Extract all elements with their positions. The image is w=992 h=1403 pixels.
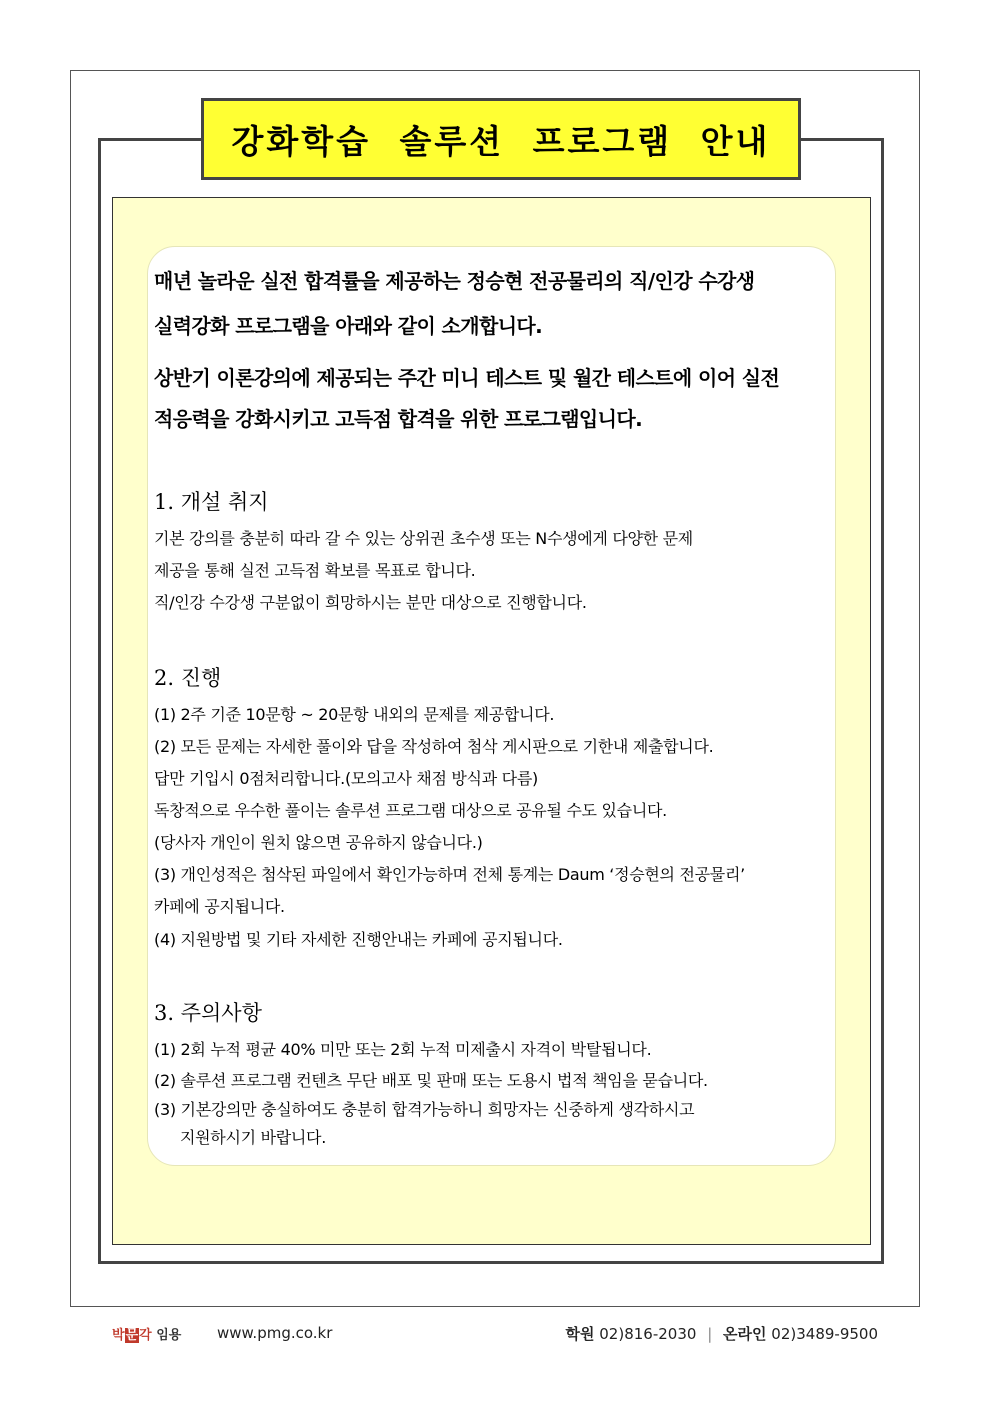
intro-line-2: 실력강화 프로그램을 아래와 같이 소개합니다.: [154, 314, 543, 338]
section2-line: 카페에 공지됩니다.: [154, 897, 285, 916]
logo-part: 각: [139, 1328, 152, 1343]
separator: |: [707, 1325, 713, 1343]
section3-line: (1) 2회 누적 평균 40% 미만 또는 2회 누적 미제출시 자격이 박탈됩니다.: [154, 1040, 652, 1059]
academy-label: 학원: [565, 1325, 595, 1343]
section1-line: 직/인강 수강생 구분없이 희망하시는 분만 대상으로 진행합니다.: [154, 593, 587, 612]
page-title: 강화학습 솔루션 프로그램 안내: [231, 121, 771, 161]
section3-line: (3) 기본강의만 충실하여도 충분히 합격가능하니 희망자는 신중하게 생각하시고: [154, 1100, 695, 1119]
section2-line: (3) 개인성적은 첨삭된 파일에서 확인가능하며 전체 통계는 Daum ‘정승현의 전공물리’: [154, 865, 745, 884]
section2-line: (1) 2주 기준 10문항 ~ 20문항 내외의 문제를 제공합니다.: [154, 705, 555, 724]
footer: [0, 1322, 992, 1350]
intro-line-4: 적응력을 강화시키고 고득점 합격을 위한 프로그램입니다.: [154, 407, 643, 431]
section2-line: (당사자 개인이 원치 않으면 공유하지 않습니다.): [154, 833, 483, 852]
academy-phone: 02)816-2030: [599, 1325, 697, 1343]
section3-line: (2) 솔루션 프로그램 컨텐츠 무단 배포 및 판매 또는 도용시 법적 책임을 묻습니다.: [154, 1071, 708, 1090]
online-label: 온라인: [723, 1325, 767, 1343]
intro-line-1: 매년 놀라운 실전 합격률을 제공하는 정승현 전공물리의 직/인강 수강생: [154, 269, 755, 293]
logo-part: 문: [125, 1328, 139, 1343]
section-heading-purpose: 1. 개설 취지: [154, 490, 269, 514]
section2-line: 답만 기입시 0점처리합니다.(모의고사 채점 방식과 다름): [154, 769, 538, 788]
logo-part: 임용: [156, 1328, 182, 1343]
section2-line: (4) 지원방법 및 기타 자세한 진행안내는 카페에 공지됩니다.: [154, 930, 563, 949]
logo-part: 박: [112, 1328, 125, 1343]
online-phone: 02)3489-9500: [771, 1325, 878, 1343]
publisher-logo: [112, 1324, 181, 1343]
website-link[interactable]: www.pmg.co.kr: [217, 1324, 333, 1342]
section-heading-progress: 2. 진행: [154, 666, 222, 690]
intro-line-3: 상반기 이론강의에 제공되는 주간 미니 테스트 및 월간 테스트에 이어 실전: [154, 366, 780, 390]
section1-line: 기본 강의를 충분히 따라 갈 수 있는 상위권 초수생 또는 N수생에게 다양한 문제: [154, 529, 693, 548]
title-banner: [201, 98, 801, 180]
section2-line: 독창적으로 우수한 풀이는 솔루션 프로그램 대상으로 공유될 수도 있습니다.: [154, 801, 667, 820]
section2-line: (2) 모든 문제는 자세한 풀이와 답을 작성하여 첨삭 게시판으로 기한내 제출합니다.: [154, 737, 714, 756]
section1-line: 제공을 통해 실전 고득점 확보를 목표로 합니다.: [154, 561, 476, 580]
contact-info: [565, 1323, 878, 1344]
section-heading-cautions: 3. 주의사항: [154, 1001, 262, 1025]
section3-line: 지원하시기 바랍니다.: [180, 1128, 326, 1147]
